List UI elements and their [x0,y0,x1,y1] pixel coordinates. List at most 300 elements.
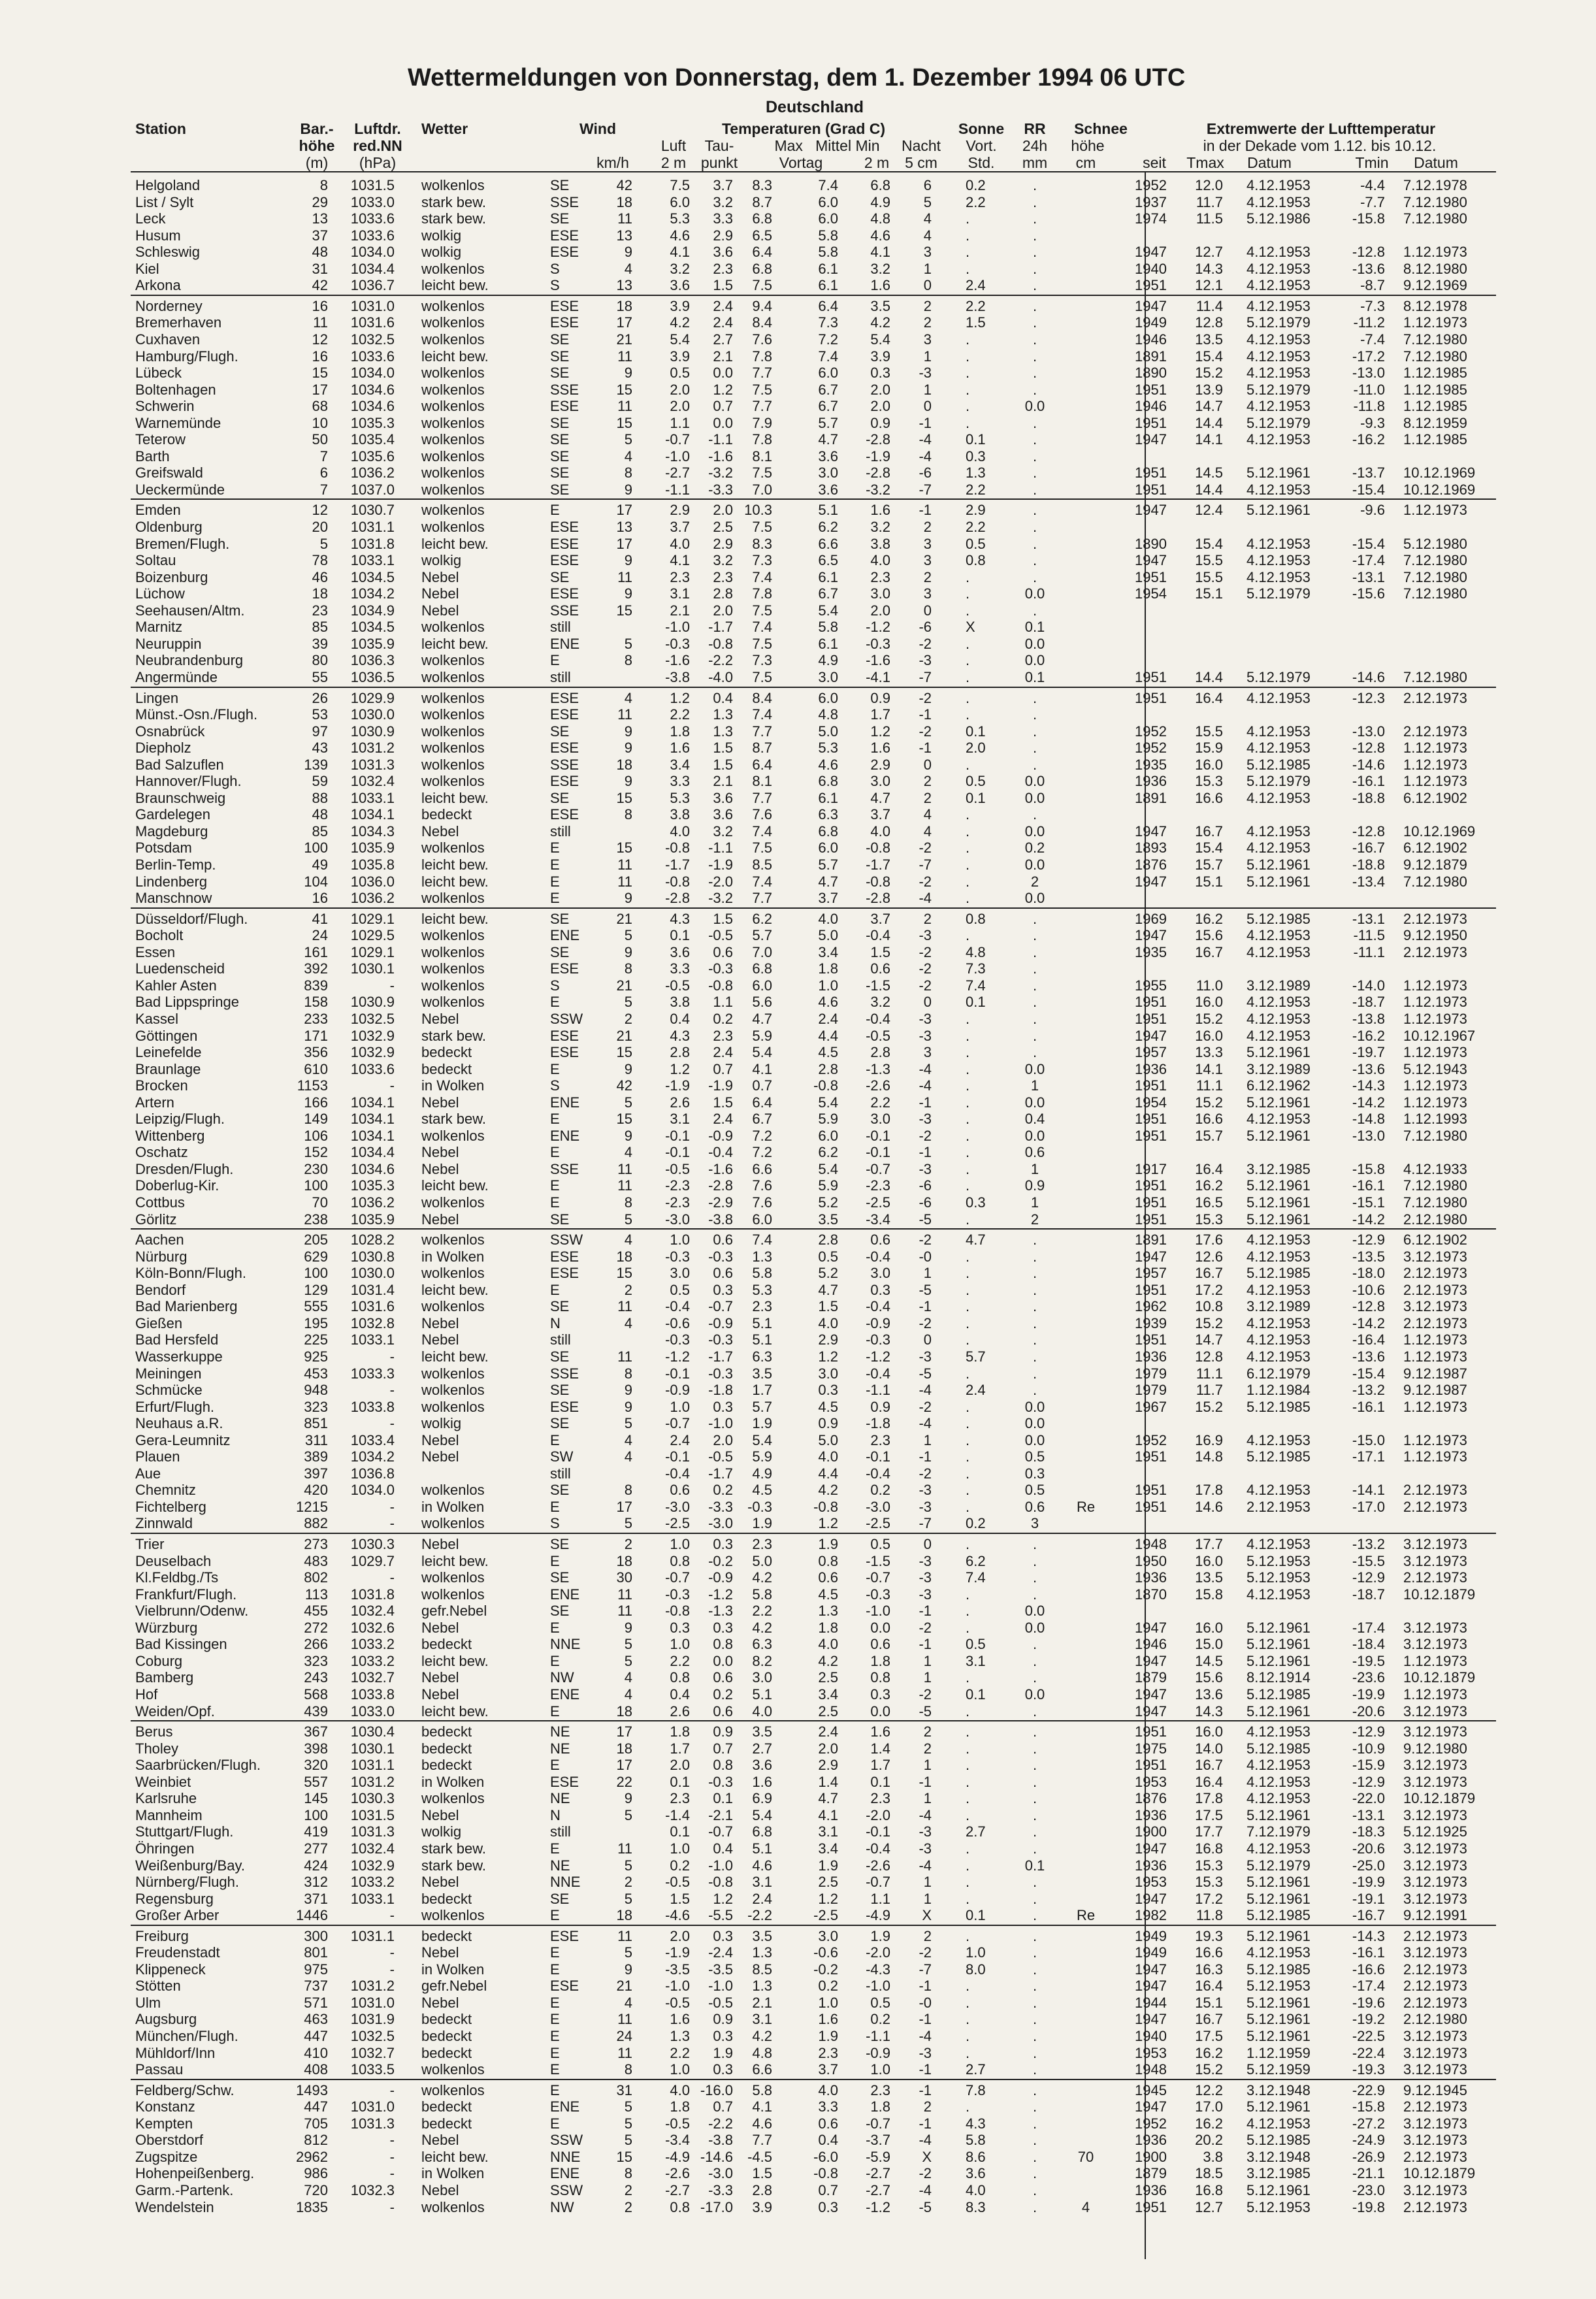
station-name: Wittenberg [135,1127,205,1144]
wind-richtung: SSE [550,381,579,398]
sonne: 0.2 [966,177,986,193]
temp-min: -0.7 [866,2115,890,2132]
temp-mittel: 0.6 [818,1569,838,1586]
luftdruck: 1036.2 [350,890,395,907]
temp-max: 5.7 [752,1398,772,1415]
taupunkt: -2.0 [708,873,733,890]
temp-min: 4.2 [870,314,890,331]
datum-min: 1.12.1973 [1403,1077,1467,1094]
temp-max: 5.3 [752,1281,772,1298]
wind-speed: 9 [624,365,632,382]
wind-speed: 15 [616,789,632,806]
datum-max: 4.12.1953 [1246,398,1311,415]
luftdruck: 1033.1 [350,1331,395,1348]
tmin: -13.2 [1352,1382,1385,1398]
sonne: 2.2 [966,297,986,314]
temp-nacht: -6 [919,465,932,481]
wetter: leicht bew. [421,856,489,873]
datum-max: 4.12.1953 [1246,535,1311,552]
temp-nacht: -3 [919,1160,932,1177]
temp-max: 6.4 [752,1094,772,1111]
seit: 1946 [1135,1636,1167,1653]
station-name: Chemnitz [135,1482,196,1499]
rr: . [1032,2181,1037,2198]
temp-max: 7.5 [752,277,772,294]
taupunkt: -0.7 [708,1298,733,1315]
taupunkt: 0.9 [713,1723,733,1740]
station-name: Gera-Leumnitz [135,1431,231,1448]
temp-min: 3.8 [870,535,890,552]
wind-richtung: SSW [550,2132,583,2149]
wind-speed: 17 [616,1757,632,1774]
temp-max: 5.1 [752,1314,772,1331]
seit: 1947 [1135,1619,1167,1636]
temp-max: 5.4 [752,1044,772,1060]
luftdruck: 1034.1 [350,1094,395,1111]
header-vortag: Vortag [779,154,823,171]
temp-nacht: 1 [923,1874,932,1890]
station-name: Wasserkuppe [135,1348,223,1365]
luftdruck: 1032.7 [350,1669,395,1686]
bar-hoehe: 100 [304,1806,328,1823]
seit: 1952 [1135,740,1167,757]
wind-speed: 18 [616,1907,632,1924]
table-row [0,1944,1596,1961]
wind-speed: 17 [616,1498,632,1515]
datum-max: 4.12.1953 [1246,1431,1311,1448]
sonne: 0.1 [966,723,986,740]
taupunkt: -0.8 [708,1874,733,1890]
tmin: -16.1 [1352,1944,1385,1961]
bar-hoehe: 557 [304,1773,328,1790]
wind-richtung: ESE [550,519,579,535]
temp-mittel: 5.0 [818,927,838,944]
temp-nacht: 2 [923,519,932,535]
wind-richtung: NNE [550,1636,581,1653]
tmax: 15.9 [1195,740,1223,757]
wind-speed: 30 [616,1569,632,1586]
wetter: stark bew. [421,1111,487,1128]
wind-speed: 2 [624,1010,632,1027]
tmin: -16.7 [1352,840,1385,856]
temp-luft: -1.6 [665,652,690,669]
taupunkt: 2.8 [713,585,733,602]
taupunkt: -0.8 [708,977,733,994]
taupunkt: 0.3 [713,1536,733,1552]
temp-max: 1.6 [752,1773,772,1790]
temp-luft: 2.8 [670,1044,690,1060]
temp-luft: -3.8 [665,668,690,685]
rr: . [1032,381,1037,398]
temp-mittel: 5.9 [818,1177,838,1194]
seit: 1982 [1135,1907,1167,1924]
seit: 1954 [1135,585,1167,602]
tmax: 12.7 [1195,2198,1223,2215]
temp-mittel: 4.8 [818,706,838,723]
wetter: Nebel [421,1806,459,1823]
tmax: 15.8 [1195,1586,1223,1603]
bar-hoehe: 68 [312,398,328,415]
luftdruck: 1033.4 [350,1431,395,1448]
temp-max: 7.5 [752,381,772,398]
temp-nacht: 2 [923,297,932,314]
luftdruck: 1034.1 [350,1111,395,1128]
temp-max: 7.3 [752,652,772,669]
taupunkt: -3.2 [708,890,733,907]
taupunkt: -0.3 [708,960,733,977]
wind-speed: 11 [617,706,632,723]
rr: 0.2 [1024,840,1045,856]
temp-min: 4.0 [870,823,890,840]
taupunkt: 1.3 [713,706,733,723]
temp-mittel: 3.7 [818,890,838,907]
datum-max: 5.12.1986 [1246,210,1311,227]
wind-speed: 17 [616,314,632,331]
station-name: Dresden/Flugh. [135,1160,234,1177]
tmin: -13.8 [1352,1010,1385,1027]
wetter: wolkenlos [421,260,485,277]
station-name: Aue [135,1465,161,1482]
station-name: Luedenscheid [135,960,225,977]
wetter: wolkenlos [421,1398,485,1415]
bar-hoehe: 839 [304,977,328,994]
wetter: wolkenlos [421,723,485,740]
temp-luft: 3.1 [670,1111,690,1128]
luftdruck: 1032.5 [350,331,395,348]
rr: . [1032,465,1037,481]
seit: 1891 [1135,789,1167,806]
seit: 1957 [1135,1044,1167,1060]
taupunkt: -14.6 [700,2148,733,2165]
tmax: 11.4 [1196,297,1223,314]
wetter: wolkig [421,1415,462,1432]
rr: 0.3 [1024,1465,1045,1482]
datum-min: 3.12.1973 [1403,1248,1467,1265]
wetter: stark bew. [421,1857,487,1874]
tmax: 13.6 [1195,1686,1223,1703]
temp-luft: -0.4 [665,1298,690,1315]
temp-nacht: -2 [919,873,932,890]
tmin: -7.4 [1360,331,1385,348]
station-name: Brocken [135,1077,188,1094]
table-row [0,2082,1596,2098]
bar-hoehe: 80 [312,652,328,669]
station-name: Kassel [135,1010,179,1027]
rr: 0.0 [1024,635,1045,652]
luftdruck: 1036.2 [350,1194,395,1211]
tmax: 16.0 [1195,1619,1223,1636]
datum-min: 3.12.1973 [1403,1723,1467,1740]
tmax: 15.2 [1195,1094,1223,1111]
temp-mittel: 4.5 [818,1398,838,1415]
wind-speed: 5 [624,1890,632,1907]
bar-hoehe: 705 [304,2115,328,2132]
seit: 1974 [1135,210,1167,227]
taupunkt: 1.5 [713,1094,733,1111]
tmin: -13.6 [1352,1060,1385,1077]
table-row [0,1686,1596,1703]
temp-max: 7.7 [752,789,772,806]
wind-speed: 8 [624,1482,632,1499]
temp-max: 8.1 [752,448,772,465]
temp-luft: -1.9 [665,1077,690,1094]
temp-luft: -0.1 [665,1448,690,1465]
temp-luft: 4.0 [670,535,690,552]
sonne: 4.3 [966,2115,986,2132]
temp-nacht: -1 [919,1448,932,1465]
station-name: Hamburg/Flugh. [135,348,238,365]
station-name: Hohenpeißenberg. [135,2165,255,2182]
temp-mittel: -6.0 [813,2148,838,2165]
luftdruck: 1031.5 [350,177,395,193]
luftdruck: 1034.2 [350,1448,395,1465]
wind-richtung: E [550,1944,560,1961]
sonne: 1.5 [966,314,986,331]
luftdruck: 1032.4 [350,773,395,790]
wind-speed: 42 [616,177,632,193]
table-row [0,314,1596,331]
temp-min: -1.1 [866,2028,890,2044]
temp-min: -0.1 [866,1127,890,1144]
bar-hoehe: 11 [313,314,328,331]
datum-min: 2.12.1973 [1403,1265,1467,1282]
temp-luft: -2.7 [665,465,690,481]
tmax: 17.2 [1195,1281,1223,1298]
temp-min: 3.2 [870,260,890,277]
temp-max: 4.7 [752,1010,772,1027]
station-name: Bendorf [135,1281,186,1298]
table-row [0,1028,1596,1044]
wind-speed: 31 [616,2081,632,2098]
table-row [0,1231,1596,1248]
temp-mittel: 1.8 [818,1619,838,1636]
tmax: 16.6 [1195,789,1223,806]
datum-max: 5.12.1961 [1246,873,1311,890]
wetter: Nebel [421,602,459,619]
datum-min: 10.12.1879 [1403,1586,1476,1603]
tmax: 16.4 [1195,1773,1223,1790]
tmin: -13.4 [1352,873,1385,890]
station-name: Konstanz [135,2098,195,2115]
temp-max: 7.5 [752,602,772,619]
datum-min: 7.12.1980 [1403,193,1467,210]
rr: . [1032,1740,1037,1757]
datum-min: 1.12.1973 [1403,1094,1467,1111]
table-row [0,1891,1596,1907]
temp-max: 7.7 [752,723,772,740]
station-name: Bad Salzuflen [135,756,224,773]
datum-min: 2.12.1973 [1403,910,1467,927]
temp-luft: 3.0 [670,1265,690,1282]
wetter: in Wolken [421,2165,485,2182]
table-row [0,1703,1596,1720]
bar-hoehe: 1153 [297,1077,328,1094]
station-name: Lingen [135,689,179,706]
sonne: . [966,1994,970,2011]
seit: 1951 [1135,1448,1167,1465]
tmin: -12.9 [1352,1723,1385,1740]
station-name: Angermünde [135,668,218,685]
wetter: wolkenlos [421,756,485,773]
wetter: wolkenlos [421,465,485,481]
temp-max: 8.1 [752,773,772,790]
table-row [0,1298,1596,1314]
sonne: . [966,1603,970,1620]
table-row [0,652,1596,668]
taupunkt: 1.5 [713,910,733,927]
tmin: -10.9 [1352,1740,1385,1757]
wind-richtung: SSE [550,193,579,210]
table-row [0,602,1596,619]
sonne: . [966,2044,970,2061]
wind-richtung: E [550,1552,560,1569]
temp-nacht: -3 [919,1569,932,1586]
luftdruck: 1032.5 [350,1010,395,1027]
rr: . [1032,277,1037,294]
temp-nacht: -0 [919,1248,932,1265]
seit: 1947 [1135,823,1167,840]
temp-luft: -0.7 [665,1415,690,1432]
temp-luft: 4.0 [670,823,690,840]
sonne: 8.0 [966,1961,986,1978]
wind-speed: 18 [616,193,632,210]
rr: . [1032,706,1037,723]
wind-richtung: ESE [550,1265,579,1282]
bar-hoehe: 311 [304,1431,328,1448]
seit: 1951 [1135,481,1167,498]
sonne: . [966,210,970,227]
tmin: -12.8 [1352,1298,1385,1315]
temp-mittel: 4.5 [818,1586,838,1603]
station-name: Schleswig [135,244,201,261]
sonne: . [966,331,970,348]
station-name: Garm.-Partenk. [135,2181,234,2198]
wind-richtung: SE [550,177,570,193]
temp-min: -0.4 [866,1010,890,1027]
temp-min: 0.6 [870,1636,890,1653]
temp-nacht: -3 [919,1552,932,1569]
temp-min: 2.3 [870,568,890,585]
datum-max: 2.12.1953 [1246,1498,1311,1515]
wetter: Nebel [421,1314,459,1331]
taupunkt: 0.9 [713,2011,733,2028]
temp-mittel: 5.2 [818,1194,838,1211]
seit: 1946 [1135,331,1167,348]
taupunkt: -2.2 [708,652,733,669]
tmax: 11.7 [1196,193,1223,210]
seit: 1947 [1135,1703,1167,1720]
temp-luft: 4.1 [670,552,690,569]
table-row [0,944,1596,960]
datum-max: 5.12.1985 [1246,2132,1311,2149]
sonne: . [966,668,970,685]
datum-max: 4.12.1953 [1246,927,1311,944]
wind-richtung: E [550,1431,560,1448]
taupunkt: -0.3 [708,1773,733,1790]
luftdruck: 1030.3 [350,1790,395,1807]
station-name: Berus [135,1723,173,1740]
wetter: wolkig [421,1823,462,1840]
seit: 1947 [1135,2011,1167,2028]
temp-nacht: -3 [919,1348,932,1365]
wind-richtung: E [550,994,560,1011]
temp-luft: 1.2 [670,1060,690,1077]
rr: . [1032,177,1037,193]
temp-min: 0.3 [870,365,890,382]
temp-mittel: 6.2 [818,519,838,535]
table-row [0,619,1596,635]
datum-min: 9.12.1945 [1403,2081,1467,2098]
table-row [0,1194,1596,1211]
taupunkt: -0.5 [708,927,733,944]
temp-max: 4.8 [752,2044,772,2061]
table-row [0,706,1596,723]
station-name: Cottbus [135,1194,185,1211]
temp-nacht: 0 [923,1536,932,1552]
tmin: -15.0 [1352,1431,1385,1448]
temp-max: 6.6 [752,1160,772,1177]
luftdruck: - [389,2148,395,2165]
temp-min: 5.4 [870,331,890,348]
station-name: List / Sylt [135,193,194,210]
bar-hoehe: 46 [312,568,328,585]
temp-max: 2.3 [752,1536,772,1552]
datum-max: 5.12.1961 [1246,502,1311,519]
rr: . [1032,1907,1037,1924]
temp-max: 7.4 [752,1231,772,1248]
taupunkt: 0.6 [713,1231,733,1248]
table-row [0,1111,1596,1127]
luftdruck: 1031.2 [350,1773,395,1790]
table-row [0,1465,1596,1482]
bar-hoehe: 12 [312,502,328,519]
rr: . [1032,1669,1037,1686]
wind-speed: 4 [624,260,632,277]
sonne: . [966,823,970,840]
tmin: -12.8 [1352,823,1385,840]
station-name: Bad Lippspringe [135,994,240,1011]
temp-nacht: -0 [919,1994,932,2011]
rr: . [1032,1314,1037,1331]
datum-max: 4.12.1953 [1246,1944,1311,1961]
temp-mittel: 1.0 [818,977,838,994]
wetter: bedeckt [421,1927,472,1944]
datum-min: 10.12.1969 [1403,823,1476,840]
bar-hoehe: 7 [319,481,328,498]
temp-nacht: 1 [923,260,932,277]
wetter: in Wolken [421,1773,485,1790]
wind-richtung: ENE [550,1127,580,1144]
bar-hoehe: 323 [304,1652,328,1669]
luftdruck: 1031.0 [350,297,395,314]
datum-min: 1.12.1985 [1403,431,1467,448]
sonne: . [966,1010,970,1027]
station-name: Leck [135,210,166,227]
temp-min: 2.3 [870,1790,890,1807]
temp-luft: 1.6 [670,740,690,757]
wind-speed: 21 [616,977,632,994]
temp-min: 1.6 [870,740,890,757]
tmin: -16.6 [1352,1961,1385,1978]
table-row [0,823,1596,840]
temp-luft: -0.8 [665,1603,690,1620]
datum-max: 4.12.1953 [1246,1231,1311,1248]
tmin: -22.0 [1352,1790,1385,1807]
tmax: 15.4 [1195,348,1223,365]
luftdruck: 1036.5 [350,668,395,685]
bar-hoehe: 31 [312,260,328,277]
tmax: 14.1 [1195,1060,1223,1077]
